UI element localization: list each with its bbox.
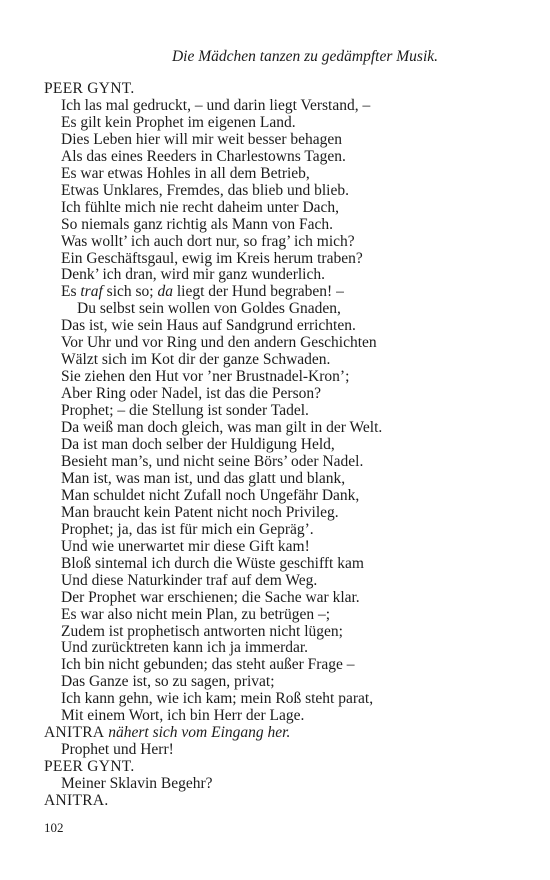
verse-line: Es gilt kein Prophet im eigenen Land. [61, 113, 296, 131]
verse-line: Da weiß man doch gleich, was man gilt in der Welt. [61, 419, 383, 437]
verse-line: Aber Ring oder Nadel, ist das die Person? [61, 385, 321, 403]
stage-direction-inline: nähert sich vom Eingang her. [108, 724, 291, 742]
verse-line: Wälzt sich im Kot dir der ganze Schwaden. [61, 351, 331, 369]
verse-line: Man schuldet nicht Zufall noch Ungefähr Dank, [61, 486, 360, 504]
page-number: 102 [44, 820, 64, 835]
emphasis-da: da [157, 283, 173, 301]
speaker-peer-gynt: PEER GYNT. [44, 758, 135, 776]
verse-line: Dies Leben hier will mir weit besser behagen [61, 130, 343, 148]
dialogue-text [44, 81, 534, 810]
verse-line: Man ist, was man ist, und das glatt und blank, [61, 469, 346, 487]
verse-line: Meiner Sklavin Begehr? [61, 775, 213, 793]
verse-line: Vor Uhr und vor Ring und den andern Geschichten [61, 334, 377, 352]
verse-fragment: sich so; [102, 283, 158, 301]
verse-line: Und wie unerwartet mir diese Gift kam! [61, 537, 310, 555]
verse-line: So niemals ganz richtig als Mann von Fach. [61, 215, 334, 233]
verse-line: Zudem ist prophetisch antworten nicht lügen; [61, 622, 343, 640]
verse-line: Bloß sintemal ich durch die Wüste geschifft kam [61, 554, 364, 572]
verse-line: Da ist man doch selber der Huldigung Held, [61, 436, 335, 454]
speaker-peer-gynt: PEER GYNT. [44, 80, 135, 97]
verse-line: Und diese Naturkinder traf auf dem Weg. [61, 571, 318, 589]
verse-line: Und zurücktreten kann ich ja immerdar. [61, 639, 309, 657]
verse-line: Ein Geschäftsgaul, ewig im Kreis herum traben? [61, 249, 363, 267]
verse-line: Das Ganze ist, so zu sagen, privat; [61, 673, 275, 691]
verse-fragment: liegt der Hund begraben! – [172, 283, 344, 301]
verse-line: Der Prophet war erschienen; die Sache war klar. [61, 588, 360, 606]
verse-line-emphasis [44, 284, 534, 301]
verse-line: Mit einem Wort, ich bin Herr der Lage. [61, 707, 305, 725]
verse-line: Prophet; ja, das ist für mich ein Gepräg’. [61, 520, 314, 538]
verse-line: Besieht man’s, und nicht seine Börs’ oder Nadel. [61, 452, 364, 470]
verse-line: Prophet und Herr! [61, 741, 174, 759]
verse-line: Prophet; – die Stellung ist sonder Tadel. [61, 402, 309, 420]
speaker-anitra-with-direction [44, 725, 534, 742]
verse-line: Es war etwas Hohles in all dem Betrieb, [61, 164, 310, 182]
speaker-anitra: ANITRA [44, 724, 105, 742]
verse-line: Sie ziehen den Hut vor ’ner Brustnadel-Kron’; [61, 368, 350, 386]
verse-line: Was wollt’ ich auch dort nur, so frag’ ich mich? [61, 232, 355, 250]
verse-fragment: Es [61, 283, 81, 301]
verse-line: Man braucht kein Patent nicht noch Privileg. [61, 503, 339, 521]
verse-line: Ich bin nicht gebunden; das steht außer Frage – [61, 656, 355, 674]
verse-line: Als das eines Reeders in Charlestowns Tagen. [61, 147, 346, 165]
stage-direction [0, 48, 550, 66]
verse-line: Ich kann gehn, wie ich kam; mein Roß steht parat, [61, 690, 374, 708]
verse-line: Etwas Unklares, Fremdes, das blieb und blieb. [61, 181, 349, 199]
verse-line: Es war also nicht mein Plan, zu betrügen –; [61, 605, 331, 623]
verse-line: Denk’ ich dran, wird mir ganz wunderlich. [61, 266, 325, 284]
verse-line-indented: Du selbst sein wollen von Goldes Gnaden, [77, 300, 341, 318]
verse-line: Ich fühlte mich nie recht daheim unter Dach, [61, 198, 340, 216]
emphasis-traf: traf [80, 283, 103, 301]
speaker-anitra: ANITRA. [44, 792, 109, 810]
verse-line: Das ist, wie sein Haus auf Sandgrund errichten. [61, 317, 356, 335]
stage-direction-text: Die Mädchen tanzen zu gedämpfter Musik. [171, 48, 439, 65]
verse-line: Ich las mal gedruckt, – und darin liegt Verstand, – [61, 96, 371, 114]
